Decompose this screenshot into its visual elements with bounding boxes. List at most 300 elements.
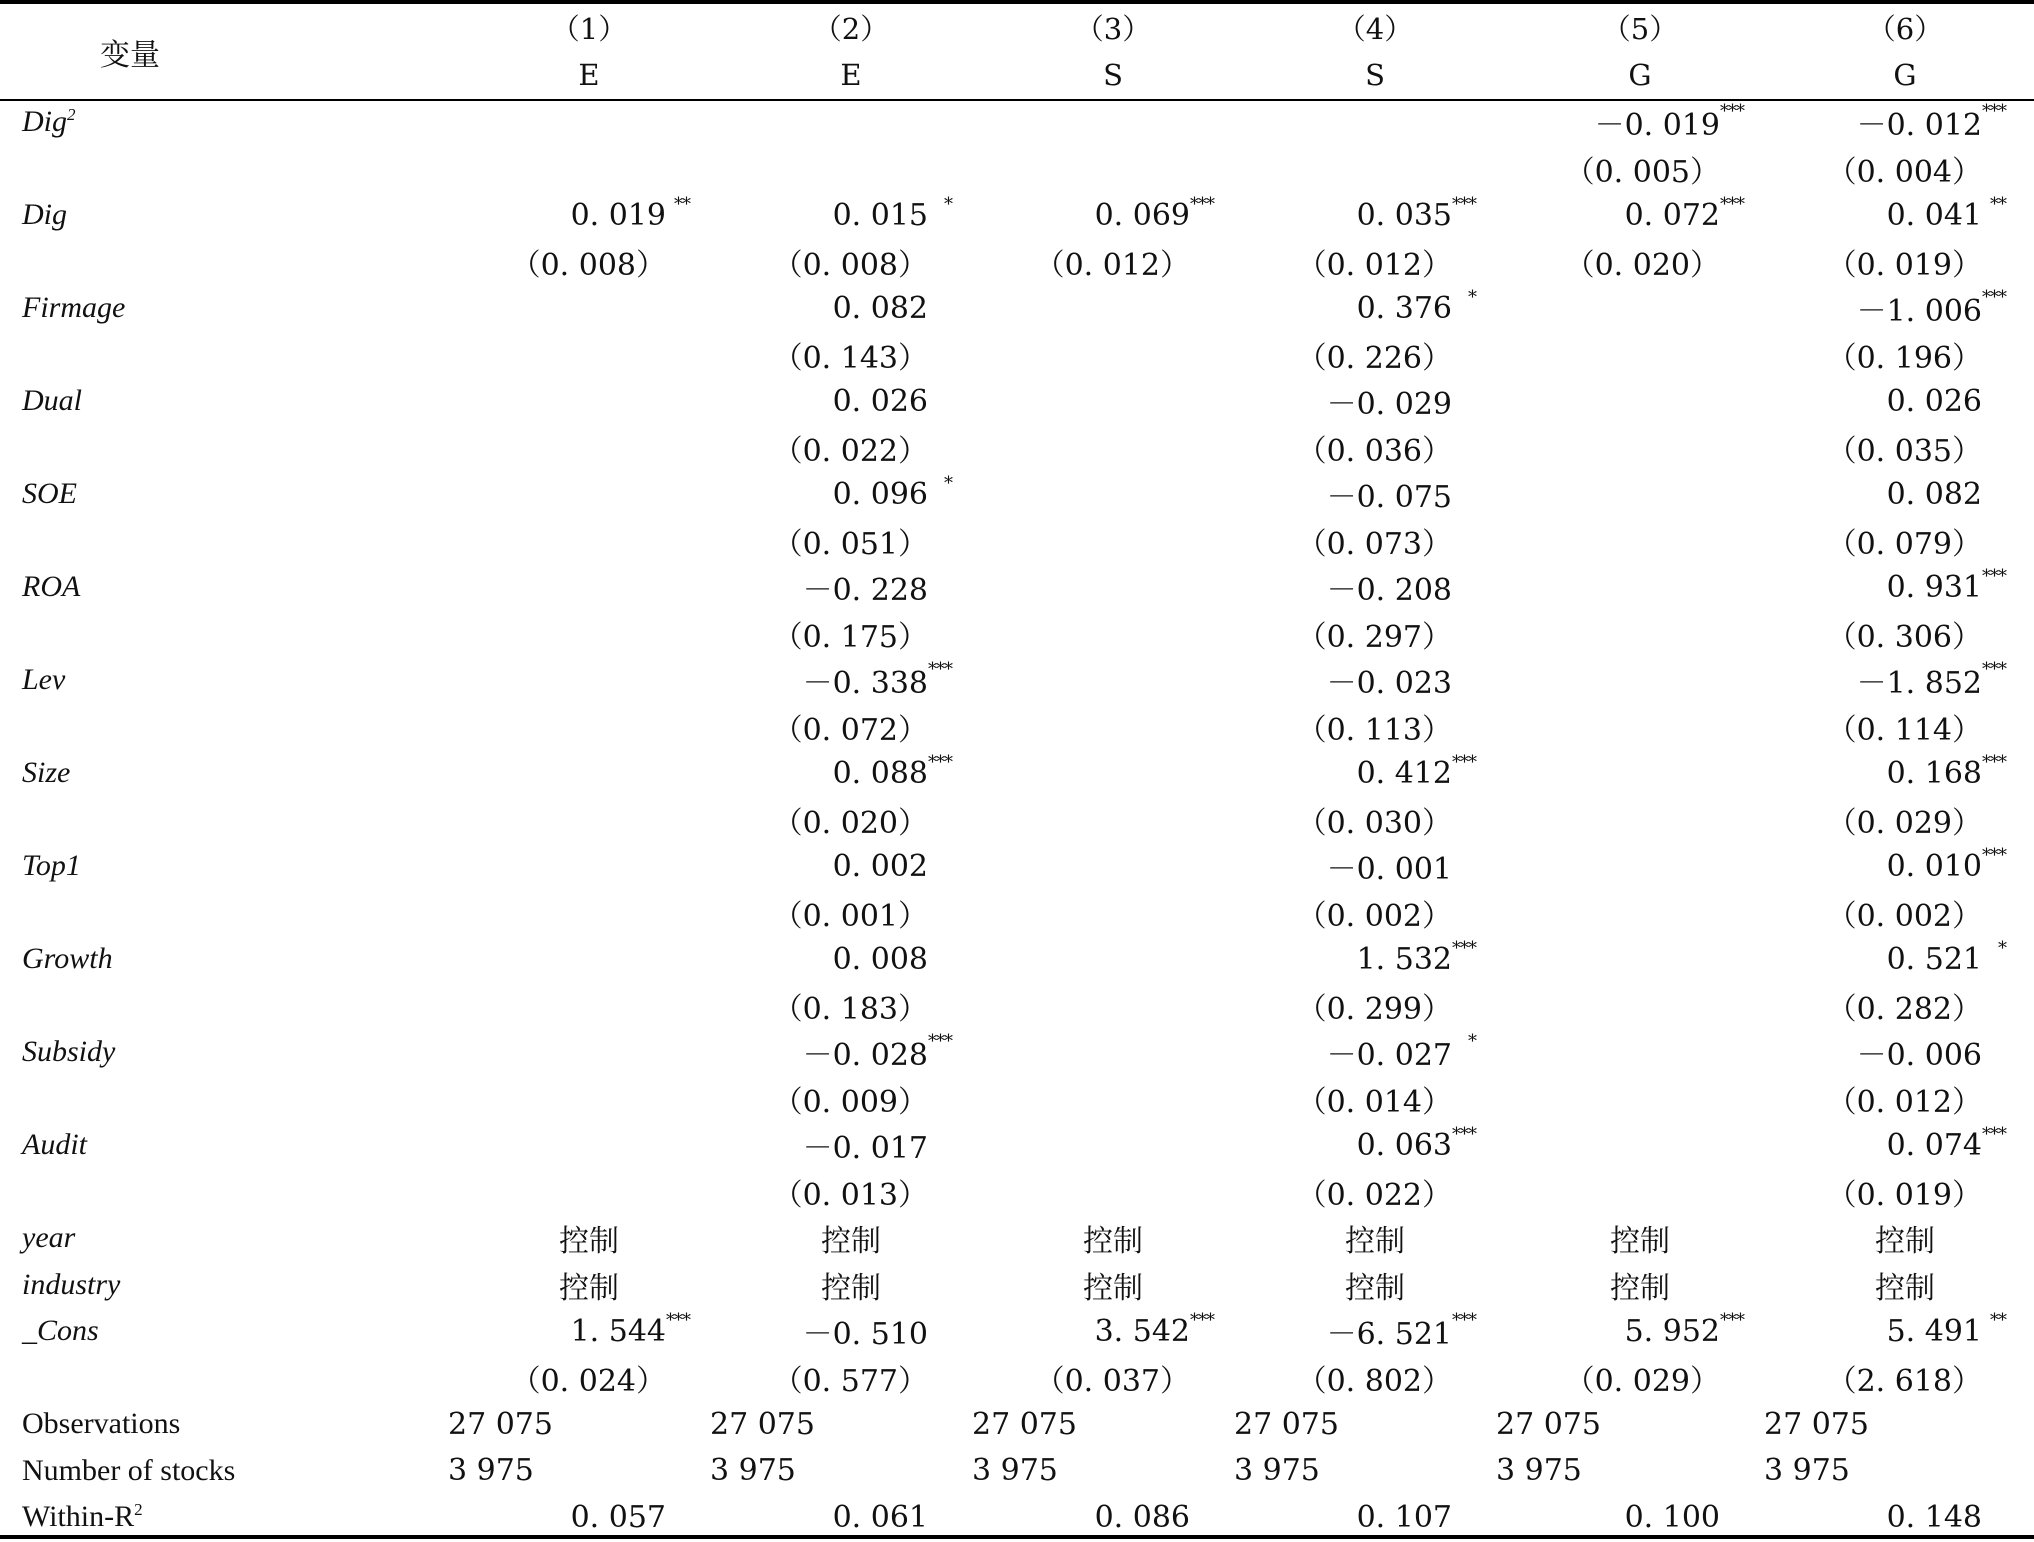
standard-error-value: （0. 036） (1296, 433, 1452, 469)
stat-cell (448, 1448, 720, 1495)
coefficient-cell (1506, 99, 1774, 146)
significance-stars: *** (1720, 194, 1744, 215)
standard-error-value: （0. 020） (772, 805, 928, 841)
standard-error-cell (982, 797, 1244, 844)
standard-error-cell (1506, 518, 1774, 565)
standard-error-row (0, 1355, 2034, 1402)
coefficient-cell (458, 192, 720, 239)
coefficient-value: 5. 952 (1624, 1313, 1720, 1349)
empty-cell (0, 890, 458, 937)
standard-error-cell (458, 611, 720, 658)
coefficient-cell (458, 564, 720, 611)
standard-error-value: （0. 019） (1826, 247, 1982, 283)
coefficient-cell (982, 1122, 1244, 1169)
coefficient-value: 0. 931 (1886, 569, 1982, 605)
significance-stars: *** (1982, 845, 2006, 866)
coefficient-cell (458, 285, 720, 332)
regression-table (0, 4, 2034, 1541)
variable-name (0, 192, 458, 239)
standard-error-cell (982, 146, 1244, 193)
standard-error-value: （0. 577） (772, 1363, 928, 1399)
coefficient-value: 0. 069 (1094, 197, 1190, 233)
standard-error-cell (458, 797, 720, 844)
standard-error-cell (720, 704, 982, 751)
coefficient-cell (458, 99, 720, 146)
standard-error-cell (982, 890, 1244, 937)
standard-error-value: （0. 079） (1826, 526, 1982, 562)
coefficient-value: －0. 075 (1326, 480, 1452, 516)
standard-error-row (0, 1076, 2034, 1123)
coefficient-value: －0. 338 (802, 666, 928, 702)
standard-error-cell (1774, 1076, 2034, 1123)
coefficient-cell (1244, 564, 1506, 611)
coefficient-cell (1774, 564, 2034, 611)
standard-error-row (0, 890, 2034, 937)
coefficient-cell (1244, 657, 1506, 704)
stat-label-text: Within-R (22, 1500, 135, 1534)
coefficient-cell (982, 192, 1244, 239)
standard-error-cell (982, 1076, 1244, 1123)
stat-value: 0. 107 (1356, 1499, 1452, 1535)
stat-cell (1234, 1401, 1506, 1448)
variable-name (0, 285, 458, 332)
standard-error-value: （0. 051） (772, 526, 928, 562)
coefficient-cell (458, 1122, 720, 1169)
standard-error-cell (1244, 1076, 1506, 1123)
control-row (0, 1215, 2034, 1262)
header-row-numbers (0, 4, 2034, 50)
coefficient-cell (982, 750, 1244, 797)
significance-stars: * (1468, 287, 1476, 308)
coefficient-cell (1774, 471, 2034, 518)
variable-label: Subsidy (22, 1035, 116, 1069)
coefficient-cell (720, 564, 982, 611)
variable-name (0, 378, 458, 425)
standard-error-cell (982, 239, 1244, 286)
control-flag: 控制 (1083, 1270, 1143, 1306)
coefficient-cell (1506, 1122, 1774, 1169)
control-flag: 控制 (821, 1224, 881, 1260)
standard-error-cell (1244, 239, 1506, 286)
coefficient-cell (982, 936, 1244, 983)
significance-stars: ** (1990, 194, 2006, 215)
empty-cell (0, 611, 458, 658)
standard-error-cell (1774, 1355, 2034, 1402)
coefficient-value: －0. 027 (1326, 1038, 1452, 1074)
significance-stars: *** (928, 659, 952, 680)
significance-stars: *** (1452, 194, 1476, 215)
coefficient-cell (720, 657, 982, 704)
coefficient-cell (1774, 750, 2034, 797)
standard-error-row (0, 1169, 2034, 1216)
stat-value: 27 075 (710, 1406, 815, 1442)
variable-name (0, 564, 458, 611)
coefficient-value: 0. 019 (570, 197, 666, 233)
coefficient-value: 0. 063 (1356, 1127, 1452, 1163)
standard-error-value: （0. 030） (1296, 805, 1452, 841)
standard-error-cell (1774, 797, 2034, 844)
empty-cell (0, 146, 458, 193)
coefficient-value: 3. 542 (1094, 1313, 1190, 1349)
variable-label: SOE (22, 477, 77, 511)
stat-cell (1764, 1401, 2034, 1448)
significance-stars: * (944, 194, 952, 215)
column-letter-header: E (578, 57, 600, 92)
coefficient-cell (1244, 936, 1506, 983)
column-letter-header: E (840, 57, 862, 92)
coefficient-cell (1774, 657, 2034, 704)
standard-error-cell (1244, 332, 1506, 379)
coefficient-cell (458, 657, 720, 704)
variable-name (0, 471, 458, 518)
coefficient-value: 0. 088 (832, 755, 928, 791)
coefficient-cell (1506, 657, 1774, 704)
coefficient-cell (1506, 936, 1774, 983)
coefficient-cell (1244, 378, 1506, 425)
coefficient-value: 1. 544 (570, 1313, 666, 1349)
standard-error-cell (1506, 797, 1774, 844)
standard-error-value: （0. 024） (510, 1363, 666, 1399)
coefficient-value: －6. 521 (1326, 1317, 1452, 1353)
stat-value: 0. 061 (832, 1499, 928, 1535)
standard-error-cell (1244, 890, 1506, 937)
control-flag: 控制 (1610, 1270, 1670, 1306)
control-flag: 控制 (1345, 1224, 1405, 1260)
coefficient-cell (720, 99, 982, 146)
standard-error-value: （0. 143） (772, 340, 928, 376)
coefficient-cell (720, 285, 982, 332)
standard-error-value: （0. 183） (772, 991, 928, 1027)
significance-stars: ** (674, 194, 690, 215)
empty-cell (0, 983, 458, 1030)
variable-label: Top1 (22, 849, 81, 883)
significance-stars: *** (1452, 1310, 1476, 1331)
variable-name (0, 1029, 458, 1076)
standard-error-cell (1506, 146, 1774, 193)
coefficient-cell (982, 99, 1244, 146)
standard-error-cell (720, 1076, 982, 1123)
coefficient-cell (720, 1029, 982, 1076)
variable-label: ROA (22, 570, 81, 604)
variable-column-header: 变量 (100, 37, 160, 73)
empty-cell (0, 1169, 458, 1216)
column-letter-header: G (1893, 57, 1917, 92)
significance-stars: *** (1982, 101, 2006, 122)
standard-error-value: （0. 005） (1564, 154, 1720, 190)
coefficient-cell (1774, 192, 2034, 239)
standard-error-value: （0. 226） (1296, 340, 1452, 376)
coefficient-cell (1506, 750, 1774, 797)
stat-label: Number of stocks (22, 1453, 236, 1487)
stat-row-within-r2 (0, 1494, 2034, 1541)
coefficient-cell (1506, 1029, 1774, 1076)
standard-error-cell (1244, 611, 1506, 658)
standard-error-value: （0. 008） (772, 247, 928, 283)
significance-stars: *** (1720, 101, 1744, 122)
standard-error-value: （0. 029） (1564, 1363, 1720, 1399)
coefficient-cell (720, 192, 982, 239)
stat-value: 0. 057 (570, 1499, 666, 1535)
coefficient-cell (458, 1308, 720, 1355)
standard-error-value: （0. 299） (1296, 991, 1452, 1027)
standard-error-cell (458, 518, 720, 565)
coefficient-cell (1774, 1122, 2034, 1169)
significance-stars: *** (1452, 1124, 1476, 1145)
standard-error-cell (982, 704, 1244, 751)
significance-stars: ** (1990, 1310, 2006, 1331)
variable-label: Dig (22, 105, 67, 139)
stat-value: 27 075 (1496, 1406, 1601, 1442)
column-letter-header: S (1365, 57, 1385, 92)
control-flag: 控制 (1083, 1224, 1143, 1260)
standard-error-cell (1774, 704, 2034, 751)
coefficient-row (0, 471, 2034, 518)
coefficient-cell (982, 1308, 1244, 1355)
coefficient-row (0, 285, 2034, 332)
coefficient-cell (1774, 936, 2034, 983)
standard-error-cell (982, 1169, 1244, 1216)
standard-error-cell (458, 704, 720, 751)
standard-error-cell (1774, 146, 2034, 193)
standard-error-row (0, 611, 2034, 658)
standard-error-value: （0. 002） (1296, 898, 1452, 934)
coefficient-cell (458, 471, 720, 518)
standard-error-value: （0. 019） (1826, 1177, 1982, 1213)
standard-error-cell (982, 425, 1244, 472)
standard-error-cell (1244, 797, 1506, 844)
coefficient-value: 0. 008 (832, 941, 928, 977)
variable-label: Lev (22, 663, 66, 697)
constant-name: _Cons (22, 1314, 99, 1348)
coefficient-cell (720, 378, 982, 425)
variable-name (0, 750, 458, 797)
stat-cell (710, 1448, 982, 1495)
empty-cell (0, 797, 458, 844)
control-name: year (22, 1221, 76, 1255)
coefficient-row (0, 192, 2034, 239)
coefficient-value: 1. 532 (1356, 941, 1452, 977)
coefficient-value: 0. 376 (1356, 290, 1452, 326)
variable-label: Firmage (22, 291, 126, 325)
control-row (0, 1262, 2034, 1309)
standard-error-value: （0. 020） (1564, 247, 1720, 283)
standard-error-cell (1506, 1355, 1774, 1402)
coefficient-value: －0. 510 (802, 1317, 928, 1353)
standard-error-cell (1244, 1169, 1506, 1216)
stat-value: 27 075 (1764, 1406, 1869, 1442)
standard-error-cell (720, 1169, 982, 1216)
coefficient-value: 0. 026 (1886, 383, 1982, 419)
standard-error-value: （0. 072） (772, 712, 928, 748)
coefficient-cell (458, 378, 720, 425)
standard-error-value: （0. 035） (1826, 433, 1982, 469)
empty-cell (0, 1355, 458, 1402)
standard-error-cell (458, 1169, 720, 1216)
coefficient-value: －0. 028 (802, 1038, 928, 1074)
variable-label: Dig (22, 198, 67, 232)
stat-value: 0. 100 (1624, 1499, 1720, 1535)
stat-cell (972, 1401, 1244, 1448)
standard-error-cell (1506, 704, 1774, 751)
standard-error-cell (458, 146, 720, 193)
standard-error-cell (458, 239, 720, 286)
standard-error-cell (1774, 890, 2034, 937)
standard-error-cell (1506, 611, 1774, 658)
column-number-header: （5） (1601, 11, 1679, 46)
standard-error-value: （0. 012） (1826, 1084, 1982, 1120)
standard-error-cell (982, 518, 1244, 565)
variable-label: Growth (22, 942, 113, 976)
variable-name (0, 936, 458, 983)
standard-error-value: （0. 008） (510, 247, 666, 283)
coefficient-row (0, 564, 2034, 611)
standard-error-cell (1774, 983, 2034, 1030)
coefficient-cell (720, 936, 982, 983)
standard-error-row (0, 983, 2034, 1030)
coefficient-cell (1244, 99, 1506, 146)
stat-value: 3 975 (448, 1453, 534, 1489)
coefficient-cell (1244, 471, 1506, 518)
control-flag: 控制 (821, 1270, 881, 1306)
column-number-header: （1） (550, 11, 628, 46)
significance-stars: *** (666, 1310, 690, 1331)
coefficient-value: 0. 026 (832, 383, 928, 419)
empty-cell (0, 239, 458, 286)
coefficient-row (0, 843, 2034, 890)
variable-name (0, 657, 458, 704)
coefficient-cell (1244, 1122, 1506, 1169)
standard-error-value: （0. 073） (1296, 526, 1452, 562)
coefficient-cell (1506, 471, 1774, 518)
stat-value: 3 975 (972, 1453, 1058, 1489)
significance-stars: *** (1982, 659, 2006, 680)
standard-error-cell (1774, 518, 2034, 565)
standard-error-cell (720, 146, 982, 193)
stat-cell (448, 1401, 720, 1448)
standard-error-cell (1244, 704, 1506, 751)
standard-error-cell (720, 239, 982, 286)
coefficient-cell (1244, 285, 1506, 332)
standard-error-cell (982, 332, 1244, 379)
standard-error-value: （0. 175） (772, 619, 928, 655)
standard-error-cell (458, 1355, 720, 1402)
coefficient-cell (1244, 1029, 1506, 1076)
variable-label: Audit (22, 1128, 87, 1162)
constant-row (0, 1308, 2034, 1355)
coefficient-row (0, 1029, 2034, 1076)
stat-cell (710, 1401, 982, 1448)
column-number-header: （6） (1866, 11, 1944, 46)
standard-error-row (0, 425, 2034, 472)
standard-error-cell (720, 611, 982, 658)
coefficient-value: －0. 208 (1326, 573, 1452, 609)
stat-value: 0. 148 (1886, 1499, 1982, 1535)
coefficient-cell (1244, 843, 1506, 890)
coefficient-cell (1506, 1308, 1774, 1355)
control-flag: 控制 (1875, 1224, 1935, 1260)
standard-error-row (0, 146, 2034, 193)
standard-error-value: （0. 013） (772, 1177, 928, 1213)
variable-superscript: 2 (67, 105, 76, 125)
coefficient-value: 0. 015 (832, 197, 928, 233)
significance-stars: *** (1452, 752, 1476, 773)
coefficient-cell (1506, 843, 1774, 890)
standard-error-cell (720, 983, 982, 1030)
standard-error-value: （0. 022） (1296, 1177, 1452, 1213)
coefficient-row (0, 657, 2034, 704)
coefficient-cell (720, 1308, 982, 1355)
coefficient-value: －0. 023 (1326, 666, 1452, 702)
significance-stars: *** (1720, 1310, 1744, 1331)
coefficient-cell (458, 750, 720, 797)
standard-error-value: （0. 014） (1296, 1084, 1452, 1120)
standard-error-cell (1244, 1355, 1506, 1402)
coefficient-cell (982, 657, 1244, 704)
standard-error-cell (1244, 146, 1506, 193)
significance-stars: *** (1982, 1124, 2006, 1145)
standard-error-row (0, 797, 2034, 844)
significance-stars: * (1998, 938, 2006, 959)
standard-error-cell (720, 518, 982, 565)
significance-stars: * (944, 473, 952, 494)
coefficient-cell (982, 564, 1244, 611)
stat-value: 3 975 (1496, 1453, 1582, 1489)
standard-error-value: （0. 022） (772, 433, 928, 469)
standard-error-cell (1774, 239, 2034, 286)
standard-error-cell (720, 332, 982, 379)
standard-error-value: （0. 009） (772, 1084, 928, 1120)
coefficient-cell (1506, 285, 1774, 332)
standard-error-cell (1774, 425, 2034, 472)
column-letter-header: S (1103, 57, 1123, 92)
coefficient-value: 0. 096 (832, 476, 928, 512)
coefficient-value: 0. 035 (1356, 197, 1452, 233)
control-flag: 控制 (559, 1270, 619, 1306)
stat-value: 3 975 (710, 1453, 796, 1489)
coefficient-cell (458, 1029, 720, 1076)
significance-stars: *** (928, 1031, 952, 1052)
standard-error-cell (1506, 890, 1774, 937)
coefficient-value: 0. 074 (1886, 1127, 1982, 1163)
coefficient-value: －0. 029 (1326, 387, 1452, 423)
coefficient-cell (982, 285, 1244, 332)
coefficient-cell (720, 471, 982, 518)
stat-value: 3 975 (1764, 1453, 1850, 1489)
standard-error-cell (1244, 983, 1506, 1030)
coefficient-cell (1774, 843, 2034, 890)
standard-error-row (0, 239, 2034, 286)
coefficient-cell (982, 843, 1244, 890)
stat-value: 3 975 (1234, 1453, 1320, 1489)
stat-label-superscript: 2 (134, 1500, 143, 1520)
empty-cell (0, 332, 458, 379)
standard-error-value: （0. 012） (1034, 247, 1190, 283)
coefficient-value: 0. 010 (1886, 848, 1982, 884)
stat-row-stocks (0, 1448, 2034, 1495)
standard-error-cell (1506, 239, 1774, 286)
coefficient-row (0, 936, 2034, 983)
standard-error-value: （0. 802） (1296, 1363, 1452, 1399)
control-flag: 控制 (559, 1224, 619, 1260)
standard-error-cell (458, 983, 720, 1030)
empty-cell (0, 1076, 458, 1123)
standard-error-cell (1774, 611, 2034, 658)
stat-cell (1764, 1448, 2034, 1495)
stat-cell (1496, 1448, 1774, 1495)
standard-error-cell (458, 425, 720, 472)
standard-error-value: （0. 114） (1826, 712, 1982, 748)
control-flag: 控制 (1610, 1224, 1670, 1260)
